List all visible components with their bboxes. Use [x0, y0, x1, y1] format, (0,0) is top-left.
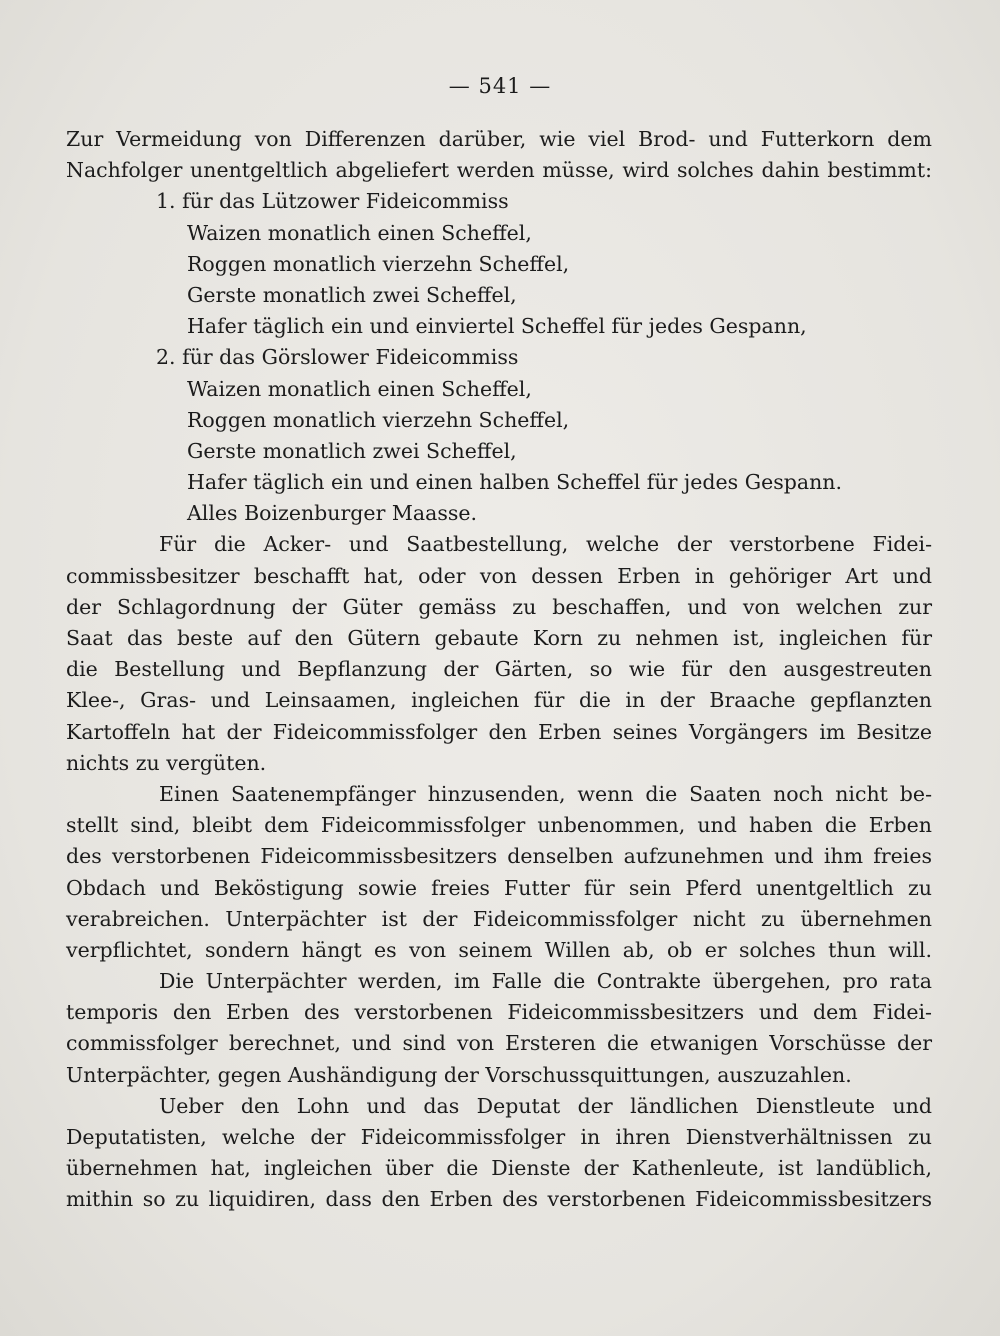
- body-text: [66, 124, 932, 1216]
- list-item: Alles Boizenburger Maasse.: [187, 501, 478, 526]
- page-number: — 541 —: [448, 74, 552, 98]
- text-line: Klee-, Gras- und Leinsaamen, ingleichen für die in der Braache gepflanzten: [66, 688, 932, 713]
- list-item: Waizen monatlich einen Scheffel,: [187, 376, 532, 401]
- text-line: nichts zu vergüten.: [66, 750, 267, 775]
- paragraph-first-line: Einen Saatenempfänger hinzusenden, wenn die Saaten noch nicht be-: [159, 781, 932, 806]
- list-item: Gerste monatlich zwei Scheffel,: [187, 282, 517, 307]
- text-line: mithin so zu liquidiren, dass den Erben des verstorbenen Fideicommissbesitzers: [66, 1187, 932, 1212]
- paragraph-first-line: Die Unterpächter werden, im Falle die Contrakte übergehen, pro rata: [159, 969, 932, 994]
- text-line: stellt sind, bleibt dem Fideicommissfolger unbenommen, und haben die Erben: [66, 813, 932, 838]
- text-line: Saat das beste auf den Gütern gebaute Korn zu nehmen ist, ingleichen für: [66, 626, 932, 650]
- text-line: temporis den Erben des verstorbenen Fideicommissbesitzers und dem Fidei-: [66, 1000, 932, 1025]
- list-item: Hafer täglich ein und einen halben Scheffel für jedes Gespann.: [187, 470, 842, 495]
- list-item: Hafer täglich ein und einviertel Scheffel für jedes Gespann,: [187, 314, 807, 339]
- text-line: verabreichen. Unterpächter ist der Fideicommissfolger nicht zu übernehmen: [66, 906, 932, 931]
- text-line: des verstorbenen Fideicommissbesitzers denselben aufzunehmen und ihm freies: [66, 844, 932, 869]
- text-line: die Bestellung und Bepflanzung der Gärten, so wie für den ausgestreuten: [66, 657, 932, 682]
- list-item: Gerste monatlich zwei Scheffel,: [187, 438, 517, 463]
- text-line: Nachfolger unentgeltlich abgeliefert werden müsse, wird solches dahin bestimmt:: [66, 158, 932, 183]
- text-line: Unterpächter, gegen Aushändigung der Vorschussquittungen, auszuzahlen.: [66, 1062, 852, 1087]
- list-item: Roggen monatlich vierzehn Scheffel,: [187, 251, 570, 276]
- paragraph-first-line: Für die Acker- und Saatbestellung, welche der verstorbene Fidei-: [159, 532, 932, 557]
- text-line: Deputatisten, welche der Fideicommissfolger in ihren Dienstverhältnissen zu: [66, 1125, 932, 1149]
- list-item: Roggen monatlich vierzehn Scheffel,: [187, 407, 570, 432]
- text-line: verpflichtet, sondern hängt es von seinem Willen ab, ob er solches thun will.: [66, 937, 932, 962]
- text-line: commissfolger berechnet, und sind von Ersteren die etwanigen Vorschüsse der: [66, 1031, 932, 1056]
- list-item-heading: 2. für das Görslower Fideicommiss: [156, 345, 519, 370]
- text-line: Kartoffeln hat der Fideicommissfolger den Erben seines Vorgängers im Besitze: [66, 719, 932, 744]
- text-line: Zur Vermeidung von Differenzen darüber, wie viel Brod- und Futterkorn dem: [66, 127, 932, 151]
- list-item-heading: 1. für das Lützower Fideicommiss: [156, 189, 509, 214]
- paragraph-first-line: Ueber den Lohn und das Deputat der ländlichen Dienstleute und: [159, 1093, 932, 1118]
- text-line: commissbesitzer beschafft hat, oder von dessen Erben in gehöriger Art und: [66, 563, 932, 588]
- text-line: übernehmen hat, ingleichen über die Dienste der Kathenleute, ist landüblich,: [66, 1156, 932, 1181]
- text-line: der Schlagordnung der Güter gemäss zu beschaffen, und von welchen zur: [66, 594, 932, 619]
- text-line: Obdach und Beköstigung sowie freies Futter für sein Pferd unentgeltlich zu: [66, 875, 932, 900]
- list-item: Waizen monatlich einen Scheffel,: [187, 220, 532, 245]
